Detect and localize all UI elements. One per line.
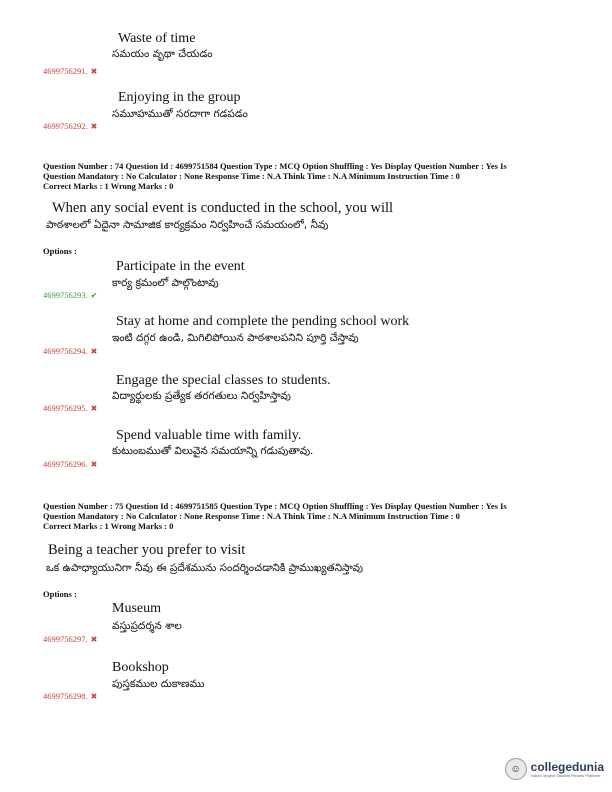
option-id: 4699756294. (43, 346, 88, 356)
option-text-te: ఇంటి దగ్గర ఉండి, మిగిలిపోయిన పాఠశాలపనిని పూర్తి చేస్తావు (112, 332, 359, 344)
option-id: 4699756293. (43, 290, 88, 300)
option-text-en: Museum (112, 601, 161, 616)
option-id-row (43, 121, 97, 131)
option-text-en: Waste of time (118, 31, 196, 46)
logo-name: collegedunia (530, 759, 604, 774)
option-id-row (43, 346, 97, 356)
option-text-te: కుటుంబముతో విలువైన సమయాన్ని గడుపుతావు. (112, 445, 314, 457)
option-id-row (43, 459, 97, 469)
option-id: 4699756297. (43, 634, 88, 644)
option-id: 4699756296. (43, 459, 88, 469)
option-text-te: విద్యార్థులకు ప్రత్యేక తరగతులు నిర్వహిస్తావు (112, 390, 291, 402)
question-meta-line: Question Mandatory : No Calculator : None Response Time : N.A Think Time : N.A Minimum Instruction Time : 0 (43, 171, 460, 181)
cross-icon: ✖ (90, 404, 98, 413)
question-meta-line: Question Number : 74 Question Id : 4699751584 Question Type : MCQ Option Shuffling : Yes Display Question Number : Yes Is (43, 161, 507, 171)
option-id-row (43, 403, 97, 413)
option-id: 4699756292. (43, 121, 88, 131)
option-text-te: సమయం వృథా చేయడం (112, 48, 213, 60)
option-id: 4699756295. (43, 403, 88, 413)
question-text-en: When any social event is conducted in the school, you will (52, 200, 394, 216)
option-text-en: Enjoying in the group (118, 90, 241, 105)
option-text-en: Participate in the event (116, 259, 245, 274)
option-id: 4699756298. (43, 691, 88, 701)
option-text-te: వస్తుప్రదర్శన శాల (112, 620, 182, 632)
option-id-row (43, 634, 97, 644)
question-text-te: పాఠశాలలో ఏదైనా సామాజిక కార్యక్రమం నిర్వహించే సమయంలో, నీవు (46, 219, 329, 231)
option-id-row (43, 290, 97, 300)
cross-icon: ✖ (90, 460, 98, 469)
option-id: 4699756291. (43, 66, 88, 76)
question-text-en: Being a teacher you prefer to visit (48, 542, 246, 558)
option-text-te: పుస్తకముల దుకాణము (112, 678, 205, 690)
mascot-icon: ☺ (505, 758, 527, 780)
option-text-en: Engage the special classes to students. (116, 373, 331, 388)
question-meta (43, 501, 573, 531)
cross-icon: ✖ (90, 122, 98, 131)
option-text-en: Spend valuable time with family. (116, 428, 302, 443)
question-text-te: ఒక ఉపాధ్యాయునిగా నీవు ఈ ప్రదేశమును సందర్శించడానికి ప్రాముఖ్యతనిస్తావు (46, 562, 364, 574)
options-label: Options : (43, 246, 77, 256)
question-meta-line: Question Number : 75 Question Id : 4699751585 Question Type : MCQ Option Shuffling : Yes Display Question Number : Yes Is (43, 501, 507, 511)
collegedunia-logo (505, 758, 604, 780)
option-text-en: Stay at home and complete the pending school work (116, 314, 410, 329)
cross-icon: ✖ (90, 692, 98, 701)
logo-tagline: India's largest Student Review Platform (530, 772, 601, 778)
question-meta-line: Question Mandatory : No Calculator : None Response Time : N.A Think Time : N.A Minimum Instruction Time : 0 (43, 511, 460, 521)
cross-icon: ✖ (90, 67, 98, 76)
options-label: Options : (43, 589, 77, 599)
option-text-te: కార్య క్రమంలో పాల్గొంటావు (112, 277, 219, 289)
option-text-te: సమూహముతో సరదాగా గడపడం (112, 108, 248, 120)
option-text-en: Bookshop (112, 660, 169, 675)
cross-icon: ✖ (90, 635, 98, 644)
question-marks: Correct Marks : 1 Wrong Marks : 0 (43, 181, 174, 191)
check-icon: ✔ (90, 291, 98, 300)
question-marks: Correct Marks : 1 Wrong Marks : 0 (43, 521, 174, 531)
option-id-row (43, 691, 97, 701)
option-id-row (43, 66, 97, 76)
question-meta (43, 161, 573, 191)
cross-icon: ✖ (90, 347, 98, 356)
